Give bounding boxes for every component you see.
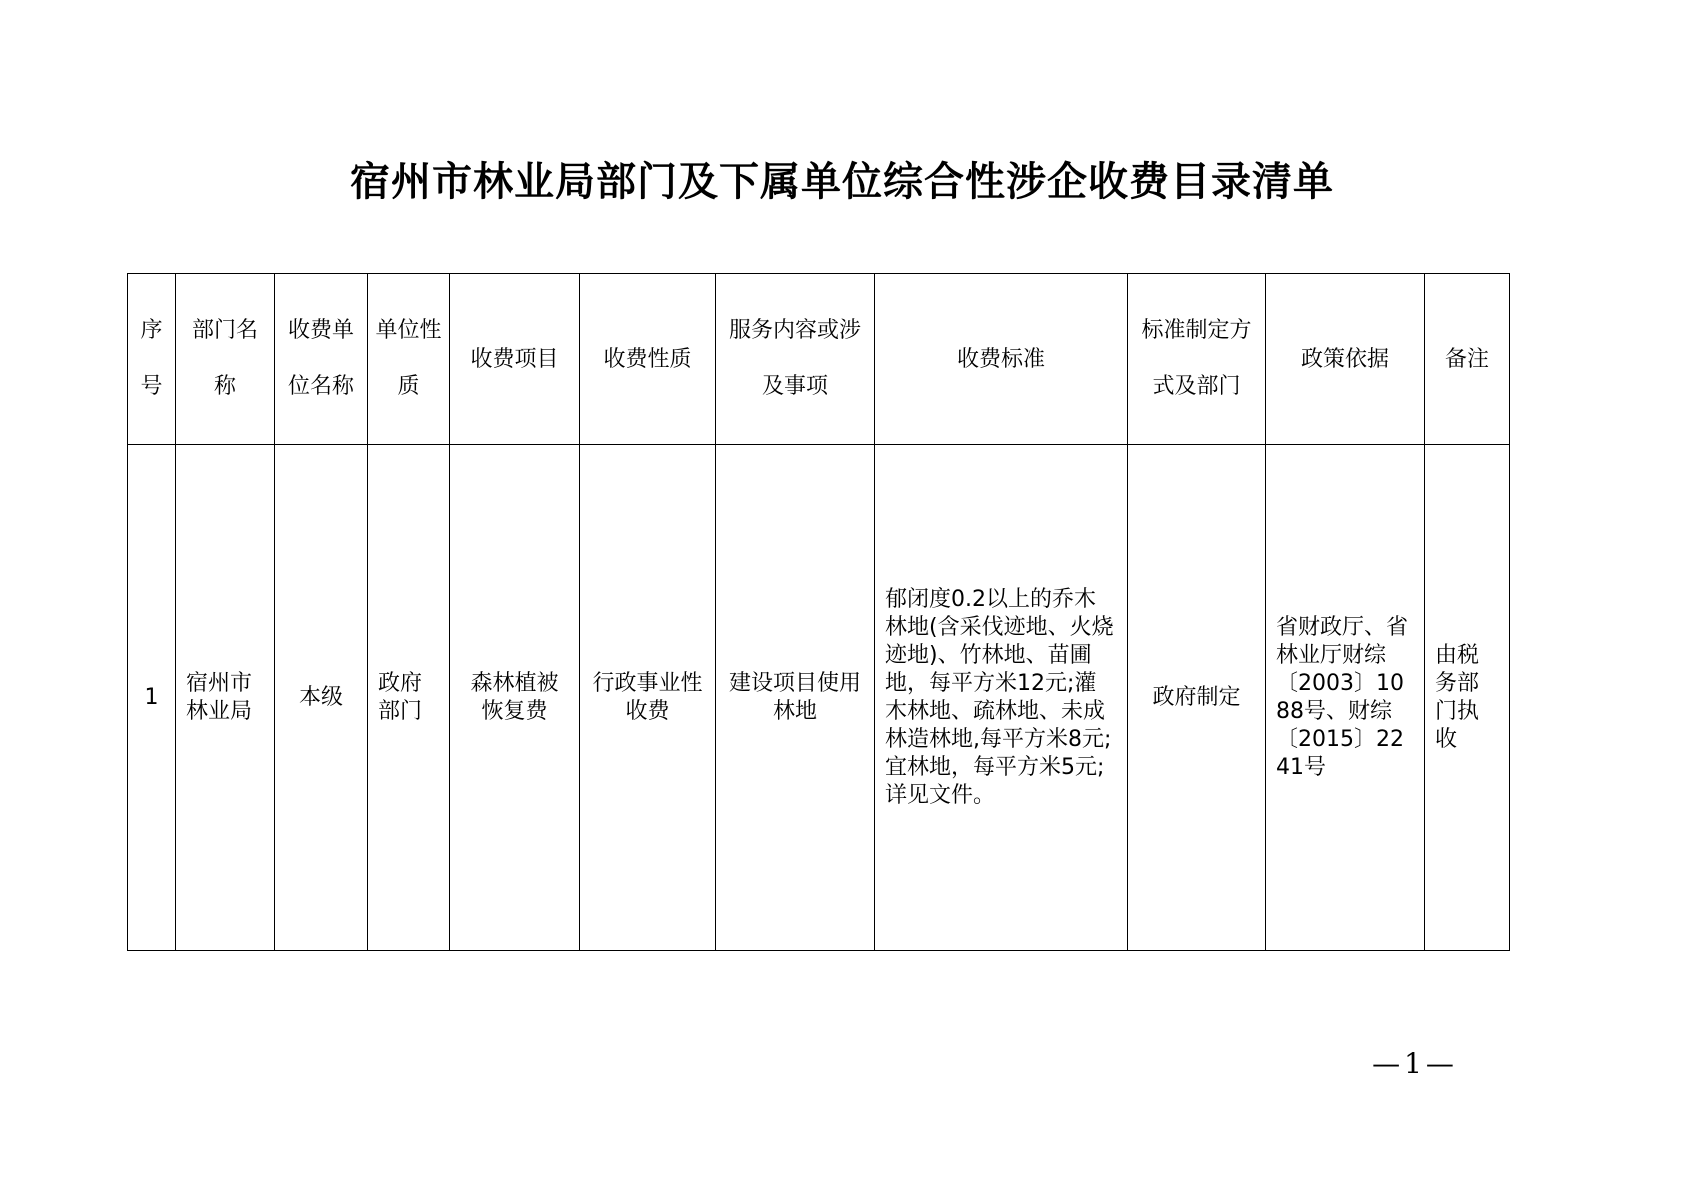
cell-fee-item: 森林植被恢复费 <box>450 445 580 951</box>
page-number: —1— <box>1372 1047 1458 1080</box>
header-fee-item: 收费项目 <box>450 274 580 445</box>
fee-catalog-table <box>127 273 1510 951</box>
cell-service: 建设项目使用林地 <box>716 445 875 951</box>
header-unit-nature: 单位性质 <box>368 274 450 445</box>
cell-remark: 由税务部门执收 <box>1425 445 1510 951</box>
header-seq: 序号 <box>128 274 176 445</box>
header-method: 标准制定方式及部门 <box>1128 274 1266 445</box>
header-policy: 政策依据 <box>1266 274 1425 445</box>
header-unit-name: 收费单位名称 <box>275 274 368 445</box>
cell-unit-nature: 政府部门 <box>368 445 450 951</box>
cell-unit-name: 本级 <box>275 445 368 951</box>
cell-standard: 郁闭度0.2以上的乔木林地(含采伐迹地、火烧迹地)、竹林地、苗圃地，每平方米12元;灌木林地、疏林地、未成林造林地,每平方米8元;宜林地，每平方米5元;详见文件。 <box>875 445 1128 951</box>
cell-fee-nature: 行政事业性收费 <box>580 445 716 951</box>
table-header-row <box>128 274 1510 445</box>
header-remark: 备注 <box>1425 274 1510 445</box>
cell-seq: 1 <box>128 445 176 951</box>
cell-policy: 省财政厅、省林业厅财综〔2003〕1088号、财综〔2015〕2241号 <box>1266 445 1425 951</box>
cell-method: 政府制定 <box>1128 445 1266 951</box>
table-row <box>128 445 1510 951</box>
header-dept-name: 部门名称 <box>176 274 275 445</box>
page-title: 宿州市林业局部门及下属单位综合性涉企收费目录清单 <box>350 158 1334 205</box>
cell-dept-name: 宿州市林业局 <box>176 445 275 951</box>
header-service: 服务内容或涉及事项 <box>716 274 875 445</box>
header-fee-nature: 收费性质 <box>580 274 716 445</box>
header-standard: 收费标准 <box>875 274 1128 445</box>
